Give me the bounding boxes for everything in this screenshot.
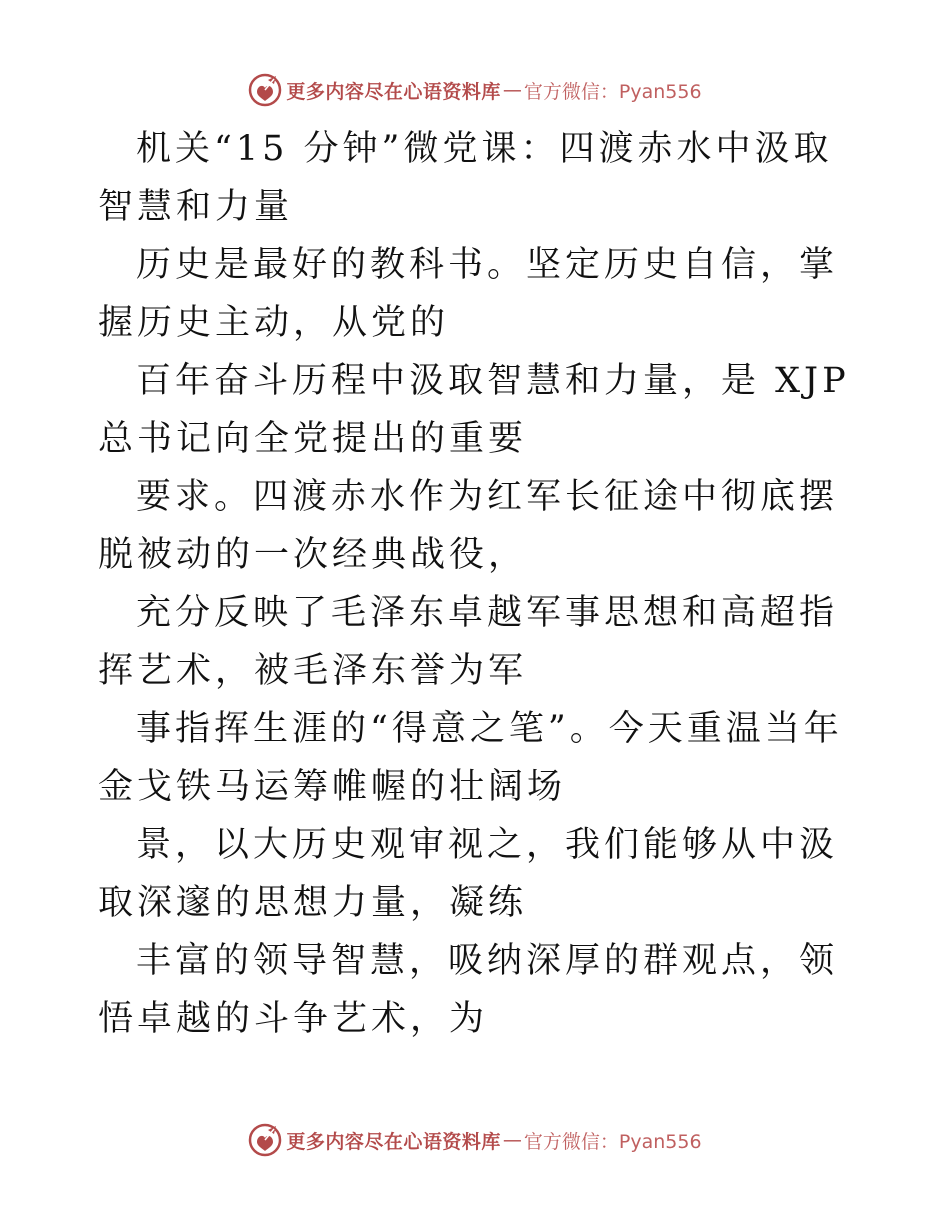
wechat-id: 官方微信：Pyan556 bbox=[523, 80, 702, 103]
paragraph-line: 记向全党提出的重要 bbox=[176, 419, 528, 459]
heart-pen-logo-icon bbox=[248, 73, 282, 107]
wechat-id: 官方微信：Pyan556 bbox=[523, 1130, 702, 1153]
site-name: 更多内容尽在心语资料库 bbox=[286, 80, 501, 103]
paragraph bbox=[98, 584, 858, 700]
paragraph bbox=[98, 352, 858, 468]
paragraph bbox=[98, 468, 858, 584]
heart-pen-logo-icon bbox=[248, 1123, 282, 1157]
paragraph-line: 充分反映了毛泽东卓越军事思想和高超指挥艺 bbox=[98, 593, 839, 691]
paragraph-line: 丰富的领导智慧，吸纳深厚的群观点，领悟卓越 bbox=[98, 941, 839, 1039]
paragraph-line: 主动，从党的 bbox=[215, 303, 450, 343]
banner-separator: — bbox=[502, 79, 522, 101]
paragraph-line: 的斗争艺术，为 bbox=[215, 999, 489, 1039]
paragraph-line: 百年奋斗历程中汲取智慧和力量，是 XJP 总书 bbox=[98, 361, 850, 459]
paragraph-line: 的思想力量，凝练 bbox=[215, 883, 528, 923]
paragraph-line: 要求。四渡赤水作为红军长征途中彻底摆脱被动 bbox=[98, 477, 839, 575]
title-line-1: 机关“15 分钟”微党课：四渡赤水中汲取智慧 bbox=[98, 129, 833, 227]
paragraph bbox=[98, 236, 858, 352]
paragraph bbox=[98, 932, 858, 1048]
title-line-2: 和力量 bbox=[176, 187, 294, 227]
paragraph-line: 历史是最好的教科书。坚定历史自信，掌握历史 bbox=[98, 245, 839, 343]
footer-banner bbox=[0, 1120, 950, 1160]
paragraph-line: 景，以大历史观审视之，我们能够从中汲取深邃 bbox=[98, 825, 839, 923]
document-title bbox=[98, 120, 858, 236]
paragraph bbox=[98, 700, 858, 816]
paragraph-line: 术，被毛泽东誉为军 bbox=[176, 651, 528, 691]
paragraph bbox=[98, 816, 858, 932]
site-name: 更多内容尽在心语资料库 bbox=[286, 1130, 501, 1153]
paragraph-line: 的一次经典战役， bbox=[215, 535, 528, 575]
header-banner bbox=[0, 70, 950, 110]
paragraph-line: 事指挥生涯的“得意之笔”。今天重温当年金戈 bbox=[98, 709, 843, 807]
document-body bbox=[98, 120, 858, 1048]
paragraph-line: 铁马运筹帷幄的壮阔场 bbox=[176, 767, 567, 807]
banner-separator: — bbox=[502, 1129, 522, 1151]
